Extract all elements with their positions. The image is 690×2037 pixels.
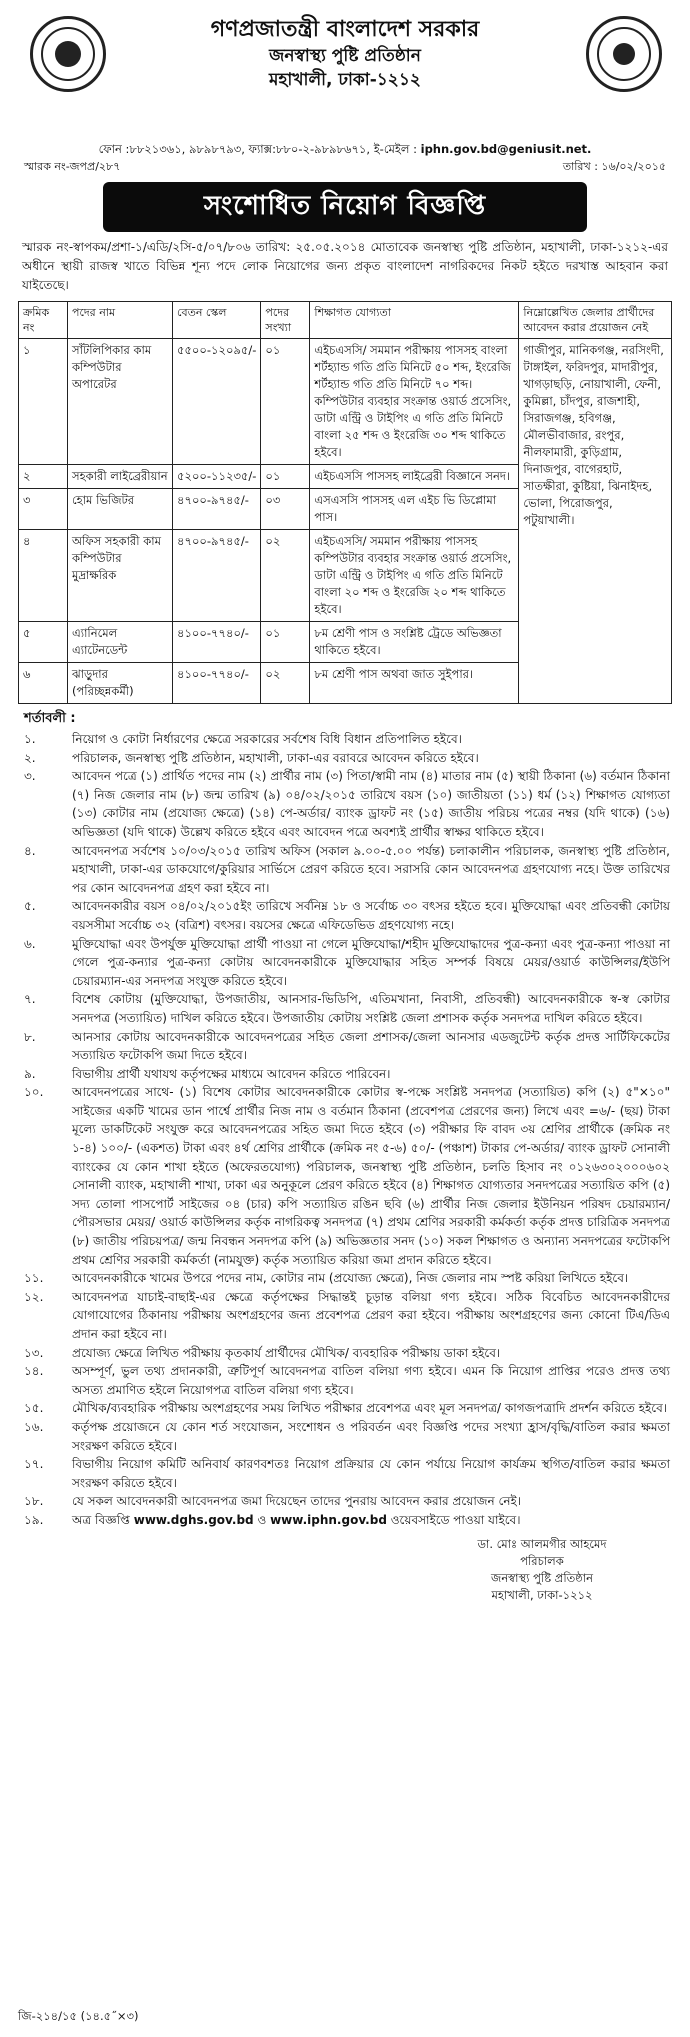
cell-serial: ৬ [19,663,68,704]
condition-number: ৬. [24,936,36,951]
cell-post-count: ০১ [261,339,310,465]
condition-text: প্রযোজ্য ক্ষেত্রে লিখিত পরীক্ষায় কৃতকার্য প্রার্থীদের মৌখিক/ ব্যবহারিক পরীক্ষায় ডাকা হইবে। [72,1345,501,1360]
condition-text-part: ও [253,1512,271,1527]
vacancy-table [18,301,672,704]
ad-code: জি-২১৪/১৫ (১৪.৫˝×৩) [18,2009,139,2023]
condition-number: ৫. [24,899,36,914]
contact-line [18,140,672,158]
condition-item [18,1344,672,1363]
cell-post-count: ০৩ [261,489,310,530]
condition-text: মৌখিক/ব্যবহারিক পরীক্ষায় অংশগ্রহণের সময় লিখিত পরীক্ষার প্রবেশপত্র এবং মূল সনদপত্র/ কাগজপত্রাদি প্রদর্শন করিতে হইবে। [72,1401,668,1416]
cell-pay-scale: ৪১০০-৭৭৪০/- [173,622,261,663]
condition-text: আবেদনপত্র যাচাই-বাছাই-এর ক্ষেত্রে কর্তৃপক্ষের সিদ্ধান্তই চূড়ান্ত বলিয়া গণ্য হইবে। সঠিক বিবেচিত আবেদনকারীদের যোগাযোগের ঠিকানায় পরীক্ষায় অংশগ্রহণের জন্য প্রবেশপত্র প্রেরণ করা হইবে। পরীক্ষায় অংশগ্রহণের জন্য কোনো টিএ/ডিএ প্রদান করা হইবে না। [72,1289,670,1341]
condition-item [18,1399,672,1418]
cell-post-name: ঝাড়ুদার (পরিচ্ছন্নকর্মী) [68,663,173,704]
cell-excluded-districts: গাজীপুর, মানিকগঞ্জ, নরসিংদী, টাঙ্গাইল, ফরিদপুর, মাদারীপুর, খাগড়াছড়ি, নোয়াখালী, ফেনী, কুমিল্লা, চাঁদপুর, রাজশাহী, সিরাজগঞ্জ, হবিগঞ্জ, মৌলভীবাজার, রংপুর, নীলফামারী, কুড়িগ্রাম, দিনাজপুর, বাগেরহাট, সাতক্ষীরা, কুষ্টিয়া, ঝিনাইদহ, ভোলা, পিরোজপুর, পটুয়াখালী। [519,339,672,704]
condition-text: পরিচালক, জনস্বাস্থ্য পুষ্টি প্রতিষ্ঠান, মহাখালী, ঢাকা-এর বরাবরে আবেদন করিতে হইবে। [72,750,479,765]
condition-item [18,897,672,934]
condition-number: ১১. [24,1271,44,1286]
cell-post-name: এ্যানিমেল এ্যাটেনডেন্ট [68,622,173,663]
condition-number: ১৮. [24,1494,44,1509]
contact-email-link[interactable]: iphn.gov.bd@geniusit.net. [420,142,592,156]
col-count: পদের সংখ্যা [261,302,310,339]
cell-pay-scale: ৪৭০০-৯৭৪৫/- [173,530,261,622]
table-row [19,339,672,465]
condition-text [72,1511,670,1530]
cell-pay-scale: ৪১০০-৭৭৪০/- [173,663,261,704]
memo-date: তারিখ : ১৬/০২/২০১৫ [562,160,666,173]
condition-text: আবেদনকারীর বয়স ০৪/০২/২০১৫ইং তারিখে সর্বনিম্ন ১৮ ও সর্বোচ্চ ৩০ বৎসর হইতে হবে। মুক্তিযোদ্ধা এবং প্রতিবন্ধী কোটায় বয়সসীমা সর্বোচ্চ ৩২ (বত্রিশ) বৎসর। বয়সের ক্ষেত্রে এফিডেভিড গ্রহণযোগ্য নহে। [72,899,670,932]
cell-post-count: ০২ [261,530,310,622]
cell-pay-scale: ৫৫০০-১২০৯৫/- [173,339,261,465]
condition-item [18,1083,672,1269]
cell-serial: ১ [19,339,68,465]
condition-number: ৪. [24,843,36,858]
condition-text: আবেদনপত্র সর্বশেষ ১০/০৩/২০১৫ তারিখ অফিস (সকাল ৯.০০-৫.০০ পর্যন্ত) চলাকালীন পরিচালক, জনস্বাস্থ্য পুষ্টি প্রতিষ্ঠান, মহাখালী, ঢাকা-এর ডাকযোগে/কুরিয়ার সার্ভিসে প্রেরণ করিতে হবে। সরাসরি কোন আবেদনপত্র গ্রহণযোগ্য নহে। উক্ত তারিখের পর কোন আবেদনপত্র গ্রহণ করা হইবে না। [72,843,670,895]
condition-number: ৮. [24,1029,36,1044]
condition-number: ৩. [24,769,36,784]
cell-post-count: ০২ [261,663,310,704]
condition-number: ১৭. [24,1457,44,1472]
condition-number: ১৫. [24,1401,44,1416]
notice-header [18,8,672,136]
condition-text: আবেদনকারীকে খামের উপরে পদের নাম, কোটার নাম (প্রযোজ্য ক্ষেত্রে), নিজ জেলার নাম স্পষ্ট করিয়া লিখিতে হইবে। [72,1271,629,1286]
condition-text: আবেদন পত্রে (১) প্রার্থিত পদের নাম (২) প্রার্থীর নাম (৩) পিতা/স্বামী নাম (৪) মাতার নাম (৫) স্থায়ী ঠিকানা (৬) বর্তমান ঠিকানা (৭) নিজ জেলার নাম (৮) জন্ম তারিখ (৯) ০৪/০২/২০১৫ তারিখে বয়স (১০) জাতীয়তা (১১) ধর্ম (১২) শিক্ষাগত যোগ্যতা (১৩) কোটার নাম (প্রযোজ্য ক্ষেত্রে) (১৪) পে-অর্ডার/ ব্যাংক ড্রাফট নং (১৫) জাতীয় পরিচয় পত্রের নম্বর (যদি থাকে) (১৬) অভিজ্ঞতা (যদি থাকে) উল্লেখ করিতে হইবে এবং আবেদন পত্রে অবশ্যই প্রার্থীর স্বাক্ষর থাকিতে হইবে। [72,769,670,839]
memo-number: স্মারক নং-জপপ্র/২৮৭ [24,160,121,173]
institute-address: মহাখালী, ঢাকা-১২১২ [269,70,421,90]
condition-text: অসম্পূর্ণ, ভুল তথ্য প্রদানকারী, ত্রুটিপূর্ণ আবেদনপত্র বাতিল বলিয়া গণ্য হইবে। এমন কি নিয়োগ প্রাপ্তির পরেও প্রদত্ত তথ্য অসত্য প্রমাণিত হইলে নিয়োগপত্র বাতিল বলিয়া গণ্য হইবে। [72,1364,670,1397]
cell-post-name: সাঁটলিপিকার কাম কম্পিউটার অপারেটর [68,339,173,465]
intro-paragraph: স্মারক নং-স্বাপকম/প্রশা-১/এডি/২সি-৫/০৭/৮০৬ তারিখ: ২৫.০৫.২০১৪ মোতাবেক জনস্বাস্থ্য পুষ্টি প্রতিষ্ঠান, মহাখালী, ঢাকা-১২১২-এর অধীনে স্থায়ী রাজস্ব খাতে বিভিন্ন শূন্য পদে লোক নিয়োগের জন্য প্রকৃত বাংলাদেশ নাগরিকদের নিকট হইতে দরখাস্ত আহবান করা যাইতেছে। [22,240,668,292]
cell-post-name: হোম ভিজিটর [68,489,173,530]
signatory-designation: পরিচালক [520,1553,564,1568]
signatory-address: মহাখালী, ঢাকা-১২১২ [491,1587,593,1602]
signature-block [412,1536,672,1604]
condition-item [18,1028,672,1065]
condition-text: বিভাগীয় প্রার্থী যথাযথ কর্তৃপক্ষের মাধ্যমে আবেদন করিতে পারিবেন। [72,1066,391,1081]
condition-item [18,1269,672,1288]
cell-qualification: ৮ম শ্রেণী পাস অথবা জাত সুইপার। [310,663,519,704]
col-qualification: শিক্ষাগত যোগ্যতা [310,302,519,339]
contact-phone-fax: ফোন :৮৮২১৩৬১, ৯৮৯৮৭৯৩, ফ্যাক্স:৮৮০-২-৯৮৯৮৬৭১, ই-মেইল : [98,142,421,156]
condition-number: ১৩. [24,1345,44,1360]
condition-number: ১৯. [24,1512,44,1527]
condition-number: ৭. [24,992,36,1007]
condition-text: বিশেষ কোটায় (মুক্তিযোদ্ধা, উপজাতীয়, আনসার-ভিডিপি, এতিমখানা, নিবাসী, প্রতিবন্ধী) আবেদনকারীকে স্ব-স্ব কোটার সনদপত্র (সত্যায়িত) দাখিল করিতে হইবে। উপজাতীয় কোটায় সংশ্লিষ্ট জেলা প্রশাসক কর্তৃক সনদপত্র দাখিল করিতে হইবে। [72,992,670,1025]
cell-serial: ৫ [19,622,68,663]
cell-post-count: ০১ [261,622,310,663]
condition-item [18,1362,672,1399]
cell-post-name: সহকারী লাইব্রেরীয়ান [68,465,173,489]
cell-post-count: ০১ [261,465,310,489]
cell-serial: ৪ [19,530,68,622]
cell-qualification: এইচএসসি/ সমমান পরীক্ষায় পাসসহ বাংলা শর্টহ্যান্ড গতি প্রতি মিনিটে ৫০ শব্দ, ইংরেজি শর্টহ্যান্ড গতি প্রতি মিনিটে ৭০ শব্দ। কম্পিউটার ব্যবহার সংক্রান্ত ওয়ার্ড প্রসেসিং, ডাটা এন্ট্রি ও টাইপিং এ গতি প্রতি মিনিটে বাংলা ২৫ শব্দ ও ইংরেজি ৩০ শব্দ থাকিতে হইবে। [310,339,519,465]
condition-number: ১. [24,732,36,746]
condition-item [18,1455,672,1492]
condition-text: মুক্তিযোদ্ধা এবং উপর্যুক্ত মুক্তিযোদ্ধা প্রার্থী পাওয়া না গেলে মুক্তিযোদ্ধা/শহীদ মুক্তিযোদ্ধাদের পুত্র-কন্যা এবং পুত্র-কন্যা পাওয়া না গেলে পুত্র-কন্যার পুত্র-কন্যা কোটায় আবেদনকারীকে মুক্তিযোদ্ধার সহিত সম্পর্ক বিষয়ে মেয়র/ওয়ার্ড কাউন্সিলর/ইউপি চেয়ারম্যান-এর সনদপত্র সংযুক্ত করিতে হইবে। [72,936,670,988]
cell-pay-scale: ৪৭০০-৯৭৪৫/- [173,489,261,530]
condition-item [18,990,672,1027]
conditions-list [18,730,672,1530]
cell-pay-scale: ৫২০০-১১২৩৫/- [173,465,261,489]
condition-number: ১৪. [24,1364,44,1379]
condition-item [18,1511,672,1530]
notice-title-banner: সংশোধিত নিয়োগ বিজ্ঞপ্তি [103,182,587,232]
cell-qualification: ৮ম শ্রেণী পাস ও সংশ্লিষ্ট ট্রেডে অভিজ্ঞতা থাকিতে হইবে। [310,622,519,663]
condition-item [18,1065,672,1084]
website-link-iphn[interactable]: www.iphn.gov.bd [270,1512,387,1527]
condition-number: ২. [24,750,36,765]
institute-name: জনস্বাস্থ্য পুষ্টি প্রতিষ্ঠান [269,46,421,66]
cell-post-name: অফিস সহকারী কাম কম্পিউটার মুদ্রাক্ষরিক [68,530,173,622]
condition-number: ১২. [24,1289,44,1304]
condition-item [18,1418,672,1455]
condition-item [18,842,672,898]
government-seal-icon [30,16,106,92]
conditions-title: শর্তাবলী : [24,711,76,726]
condition-text-part: ওয়েবসাইডে পাওয়া যাইবে। [386,1512,521,1527]
cell-qualification: এইচএসসি পাসসহ লাইব্রেরী বিজ্ঞানে সনদ। [310,465,519,489]
cell-serial: ২ [19,465,68,489]
signatory-org: জনস্বাস্থ্য পুষ্টি প্রতিষ্ঠান [491,1570,593,1585]
condition-text: যে সকল আবেদনকারী আবেদনপত্র জমা দিয়েছেন তাদের পুনরায় আবেদন করার প্রয়োজন নেই। [72,1494,522,1509]
condition-item [18,1288,672,1344]
memo-line [18,158,672,176]
col-post: পদের নাম [68,302,173,339]
table-header-row [19,302,672,339]
condition-item [18,767,672,841]
cell-qualification: এসএসসি পাসসহ এল এইচ ভি ডিপ্লোমা পাস। [310,489,519,530]
condition-item [18,1492,672,1511]
condition-text: কর্তৃপক্ষ প্রয়োজনে যে কোন শর্ত সংযোজন, সংশোধন ও পরিবর্তন এবং বিজ্ঞপ্তি পদের সংখ্যা হ্রাস/বৃদ্ধি/বাতিল করার ক্ষমতা সংরক্ষণ করিতে হইবে। [72,1419,670,1453]
condition-number: ১০. [24,1085,44,1100]
condition-text: আবেদনপত্রের সাথে- (১) বিশেষ কোটার আবেদনকারীকে কোটার স্ব-পক্ষে সংশ্লিষ্ট সনদপত্র (সত্যায়িত) কপি (২) ৫"×১০" সাইজের একটি খামের ডান পার্শ্বে প্রার্থীর নিজ নাম ও বর্তমান ঠিকানা (প্রবেশপত্র প্রেরণের জন্য) লিখে এবং =৬/- (ছয়) টাকা মূল্যে ডাকটিকেট সংযুক্ত করে আবেদনপত্রের সহিত জমা দিতে হইবে (৩) পরীক্ষার ফি বাবদ ৩য় শ্রেণির প্রার্থীকে (ক্রমিক নং ১-৪) ১০০/- (একশত) টাকা এবং ৪র্থ শ্রেণির প্রার্থীকে (ক্রমিক নং ৫-৬) ৫০/- (পঞ্চাশ) টাকার পে-অর্ডার/ ব্যাংক ড্রাফট সোনালী ব্যাংকের যে কোন শাখা হইতে (অফেরতযোগ্য) পরিচালক, জনস্বাস্থ্য পুষ্টি প্রতিষ্ঠান, চলতি হিসাব নং ০১২৬৩০২০০০৬০২ সোনালী ব্যাংক, মহাখালী শাখা, ঢাকা এর অনুকূলে প্রেরণ করিতে হইবে (৪) শিক্ষাগত যোগ্যতার সনদপত্রের সত্যায়িত কপি (৫) সদ্য তোলা পাসপোর্ট সাইজের ০৪ (চার) কপি সত্যায়িত রঙিন ছবি (৬) প্রার্থীর নিজ জেলার ইউনিয়ন পরিষদ চেয়ারম্যান/পৌরসভার মেয়র/ ওয়ার্ড কাউন্সিলর কর্তৃক নাগরিকত্ব সনদপত্র (৭) প্রথম শ্রেণির সরকারী কর্মকর্তা কর্তৃক প্রদত্ত চারিত্রিক সনদপত্র (৮) জাতীয় পরিচয়পত্র/ জন্ম নিবন্ধন সনদপত্র কপি (৯) অভিজ্ঞতার সনদ (১০) সকল শিক্ষাগত ও অন্যান্য সনদপত্রের ফটোকপি প্রথম শ্রেণির সরকারী কর্মকর্তা (নামযুক্ত) কর্তৃক সত্যায়িত করিয়া জমা প্রদান করিতে হইবে। [72,1085,670,1267]
website-link-dghs[interactable]: www.dghs.gov.bd [133,1512,254,1527]
condition-item [18,749,672,768]
condition-text-part: অত্র বিজ্ঞপ্তি [72,1512,134,1527]
institute-logo-icon [586,16,662,92]
cell-qualification: এইচএসসি/ সমমান পরীক্ষায় পাসসহ কম্পিউটার ব্যবহার সংক্রান্ত ওয়ার্ড প্রসেসিং, ডাটা এন্ট্রি ও টাইপিং এ গতি প্রতি মিনিটে বাংলা ২০ শব্দ ও ইংরেজি ২০ শব্দ থাকিতে হইবে। [310,530,519,622]
col-serial: ক্রমিক নং [19,302,68,339]
signatory-name: ডা. মোঃ আলমগীর আহমেদ [477,1536,607,1551]
cell-serial: ৩ [19,489,68,530]
government-title: গণপ্রজাতন্ত্রী বাংলাদেশ সরকার [210,17,480,42]
condition-text: নিয়োগ ও কোটা নির্ধারণের ক্ষেত্রে সরকারের সর্বশেষ বিধি বিধান প্রতিপালিত হইবে। [72,732,462,746]
col-scale: বেতন স্কেল [173,302,261,339]
condition-text: বিভাগীয় নিয়োগ কমিটি অনিবার্য কারণবশতঃ নিয়োগ প্রক্রিয়ার যে কোন পর্যায়ে নিয়োগ কার্যক্রম স্থগিত/বাতিল করার ক্ষমতা সংরক্ষণ করিতে হইবে। [72,1457,670,1490]
condition-text: আনসার কোটায় আবেদনকারীকে আবেদনপত্রের সহিত জেলা প্রশাসক/জেলা আনসার এডজুটেন্ট কর্তৃক প্রদত্ত সার্টিফিকেটের সত্যায়িত ফটোকপি জমা দিতে হইবে। [72,1029,670,1063]
condition-number: ১৬. [24,1419,44,1434]
condition-item [18,730,672,749]
condition-number: ৯. [24,1066,36,1081]
col-districts: নিম্নোল্লেখিত জেলার প্রার্থীদের আবেদন করার প্রয়োজন নেই [519,302,672,339]
condition-item [18,935,672,991]
